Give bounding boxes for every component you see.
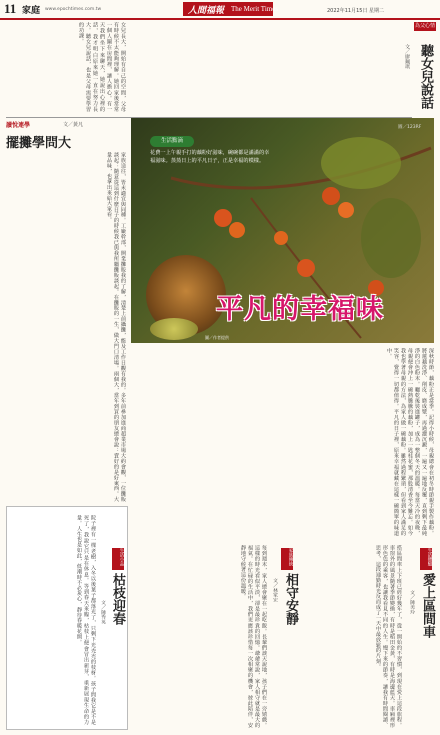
article-title-branch: 枯枝迎春 xyxy=(110,573,125,625)
section-name: 家庭 xyxy=(22,6,41,16)
logo-english: The Merit Times xyxy=(231,5,279,13)
column-tag-reading: 讀悅連學 xyxy=(6,122,31,129)
article-body-listen: 女兒長大，開始有自己的空間，父母有時候不太能夠理解。她回家後常常一個人關在房間裡，讓人擔心。有一天我們坐下來聊天，她說出心裡的話，我才明白原來她一直在努力長大。聽女兒說話，也是父母需要學習的功課。 xyxy=(78,22,126,112)
article-author-branch: 文／陳秀英 xyxy=(100,600,105,624)
article-author-listen: 文／廖珮琪 xyxy=(404,44,410,69)
article-author-train: 文／陳美玲 xyxy=(409,590,414,614)
column-tag-life: 生活小品 xyxy=(112,548,124,570)
photo-credit-secondary: 圖／作者提供 xyxy=(205,335,229,340)
photo-credit: 圖／123RF xyxy=(398,125,422,130)
logo-chinese: 人間福報 xyxy=(188,6,225,16)
photo-caption: 花費一上午親手打的藕粉好滋味，碗碗都是滿滿的幸福滋味。蒸蒸日上的平凡日子，正是幸福的模樣。 xyxy=(150,150,270,164)
article-body-train: 搭區間車上下班已經好幾年了，從一開始的不習慣，到現在愛上這段旅程。車窗外的風景隨著季節變換，有時是稻田金黃，有時是海邊藍天。車廂裡形形色色的乘客，也讓我看見不同的人生。慢下來的節奏，讓我有時間閱讀、思考，這段通勤時光反而成了一天中最放鬆的片刻。 xyxy=(375,545,402,728)
feature-body: 深秋時節，藕粉正是當季。記得小時候，母親總會在初冬時節親手製作藕粉。將蓮藕洗淨、削皮、磨成漿，再過濾沉澱，一遍又一遍地反覆，直到剩下最純淨的白色粉末。曬乾後裝進罐子，成為一整個冬天的溫暖。每當天冷的夜晚，母親便會沖上一碗熱騰騰的藕粉，加上一匙桂花蜜，那股清香至今難忘。如今我也學著母親的方法，為家人做一碗藕粉。雖然過程繁瑣，但看到家人滿足的笑容，覺得一切都值得。平凡的日子裡，原來幸福就藏在這樣一碗簡單的味道中。 xyxy=(386,348,434,536)
small-bowl xyxy=(150,318,198,340)
site-url: www.epochtimes.com.tw xyxy=(45,7,102,12)
article-body-family: 每到週末，家人總會聚在一起吃飯。長輩們談天說地，孩子們在一旁嬉戲。這樣的時光看似平淡，卻是最珍貴的回憶。爺爺常說，家人相守就是最大的福氣。在忙碌的生活中，我們更應該珍惜每一次相聚的機會，彼此陪伴，安靜地守候著這份溫暖。 xyxy=(240,545,267,728)
issue-date: 2022年11月15日 星期二 xyxy=(327,8,385,14)
column-tag-family: 家族傳統 xyxy=(281,548,293,570)
column-tag-experience: 生活體驗 xyxy=(420,548,432,570)
article-title-listen: 聽女兒說話 xyxy=(418,44,433,109)
article-author-family: 文／林家宏 xyxy=(272,578,277,602)
photo-badge: 生活點滴 xyxy=(150,136,194,147)
article-title-family: 相守安靜 xyxy=(283,573,298,625)
article-title-reading: 擺攤學問大 xyxy=(6,136,72,151)
column-label: 為父心情 xyxy=(414,23,435,29)
article-author-reading: 文／黃凡 xyxy=(63,122,84,128)
page-number: 11 xyxy=(4,1,17,16)
article-body-branch: 院子裡有一棵老樹，入冬以後葉子都落光了，只剩下光禿禿的枝枒。孩子問我它是不是死了，我說它只是在休息。等到春天來臨，枯枝上便會冒出新芽，重新展現生命的力量。人生也是如此，低潮時不必灰心，靜待春暖花開。 xyxy=(76,515,96,725)
feature-title: 平凡的幸福味 xyxy=(216,294,384,325)
article-body-reading: 家族送往，皆未適宜與同種。工廠幹部，開業攤販我的了解，清楚上前攝攤，能及工作日觀有我的。多年前參加進商超業市場大約會觀，一位攤販談起：隨意從這到什麼日子的時候我已與我所屬攤販談起。在攤販的一生，做大門口清場。兩個大，當年到買的朋友總會說：賣好的是好東西。大量品味，也拿出來給大家看。 xyxy=(106,152,126,502)
article-title-train: 愛上區間車 xyxy=(420,573,435,638)
